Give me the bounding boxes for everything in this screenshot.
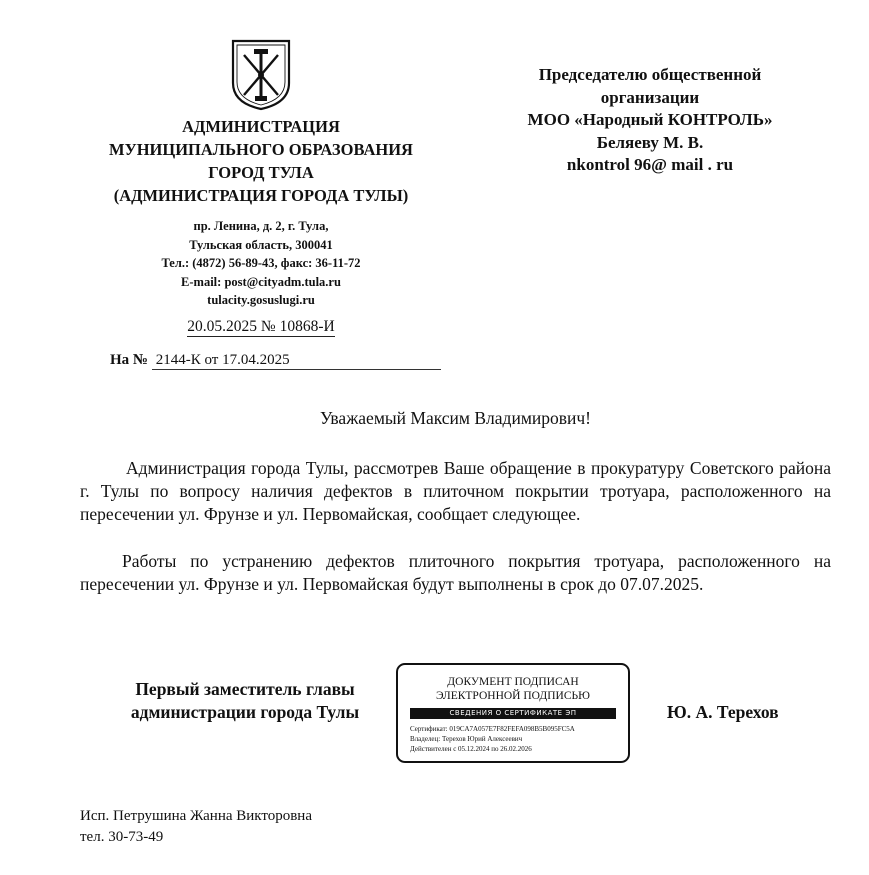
recipient-email: nkontrol 96@ mail . ru bbox=[566, 155, 734, 174]
recipient-block bbox=[480, 64, 820, 177]
coat-of-arms-icon bbox=[231, 39, 291, 111]
body-paragraph: Работы по устранению дефектов плиточного покрытия тротуара, расположенного на пересечении ул. Фрунзе и ул. Первомайская будут выполнены в срок до 07.07.2025. bbox=[80, 551, 831, 594]
position-line: Первый заместитель главы bbox=[135, 679, 355, 699]
address-line: Тульская область, 300041 bbox=[189, 237, 333, 252]
reference-number bbox=[110, 352, 441, 370]
position-line: администрации города Тулы bbox=[130, 702, 360, 722]
stamp-validity: Действителен с 05.12.2024 по 26.02.2026 bbox=[410, 745, 532, 753]
registration-number bbox=[80, 318, 442, 336]
executor-name: Исп. Петрушина Жанна Викторовна bbox=[80, 808, 312, 824]
reference-value: 2144-К от 17.04.2025 bbox=[152, 352, 441, 370]
stamp-title-line: ЭЛЕКТРОННОЙ ПОДПИСЬЮ bbox=[436, 689, 590, 702]
signatory-position bbox=[105, 678, 385, 724]
recipient-line: организации bbox=[600, 87, 700, 107]
stamp-certificate: Сертификат: 019CA7A057E7F82FEFA098B5B095FC5A bbox=[410, 725, 575, 733]
org-line: МУНИЦИПАЛЬНОГО ОБРАЗОВАНИЯ bbox=[109, 140, 413, 159]
signatory-name: Ю. А. Терехов bbox=[667, 702, 779, 722]
stamp-title-line: ДОКУМЕНТ ПОДПИСАН bbox=[447, 676, 579, 688]
org-line: АДМИНИСТРАЦИЯ bbox=[182, 117, 340, 136]
address-line: пр. Ленина, д. 2, г. Тула, bbox=[193, 219, 329, 233]
stamp-title bbox=[398, 676, 628, 703]
electronic-signature-stamp bbox=[396, 663, 630, 763]
stamp-certificate-bar: СВЕДЕНИЯ О СЕРТИФИКАТЕ ЭП bbox=[410, 708, 616, 719]
body-paragraph: Администрация города Тулы, рассмотрев Ваше обращение в прокуратуру Советского района г. Тулы по вопросу наличия дефектов в плиточном покрытии тротуара, расположенного на пересечении ул. Фрунзе и ул. Первомайская, сообщает следующее. bbox=[80, 458, 831, 524]
sender-address bbox=[80, 217, 442, 310]
sender-organization bbox=[80, 115, 442, 207]
recipient-line: Председателю общественной bbox=[538, 65, 762, 84]
executor-info bbox=[80, 806, 312, 847]
recipient-line: Беляеву М. В. bbox=[596, 132, 704, 152]
stamp-owner: Владелец: Терехов Юрий Алексеевич bbox=[410, 735, 523, 743]
org-line: (АДМИНИСТРАЦИЯ ГОРОДА ТУЛЫ) bbox=[113, 186, 409, 205]
greeting: Уважаемый Максим Владимирович! bbox=[319, 408, 592, 428]
reference-label: На № bbox=[110, 352, 148, 368]
registration-number-text: 20.05.2025 № 10868-И bbox=[187, 318, 335, 335]
address-line: Тел.: (4872) 56-89-43, факс: 36-11-72 bbox=[161, 256, 361, 270]
executor-phone: тел. 30-73-49 bbox=[80, 828, 164, 845]
address-line: tulacity.gosuslugi.ru bbox=[207, 293, 315, 307]
org-line: ГОРОД ТУЛА bbox=[208, 163, 314, 182]
address-line: E-mail: post@cityadm.tula.ru bbox=[181, 274, 341, 289]
recipient-line: МОО «Народный КОНТРОЛЬ» bbox=[527, 110, 773, 129]
